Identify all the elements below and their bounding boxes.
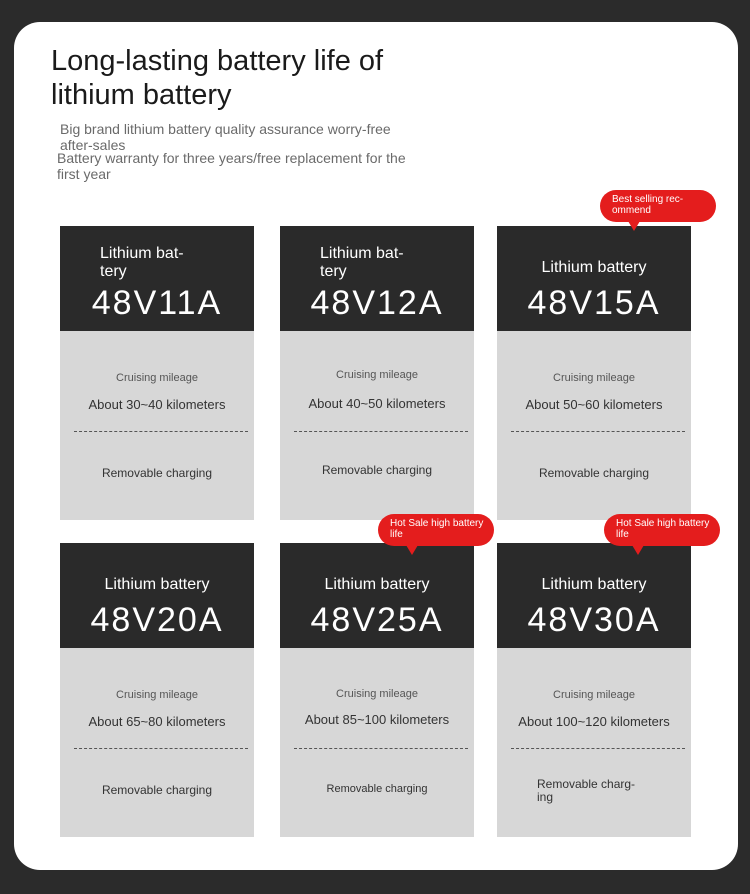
best-selling-badge: Best selling rec- ommend (600, 190, 716, 222)
page-title: Long-lasting battery life of lithium battery (51, 45, 384, 111)
hot-sale-badge-48v25a: Hot Sale high battery life (378, 514, 494, 546)
charging-type: Removable charging (101, 783, 213, 797)
battery-card-48v25a[interactable] (280, 543, 474, 837)
battery-card-48v30a[interactable] (497, 543, 691, 837)
divider (294, 431, 468, 432)
cruising-label: Cruising mileage (336, 369, 418, 381)
card-body (60, 331, 254, 520)
card-label: Lithium bat- tery (320, 245, 404, 280)
cruising-label: Cruising mileage (553, 689, 635, 701)
mileage-range: About 85~100 kilometers (304, 712, 450, 727)
charging-type: Removable charging (538, 466, 650, 480)
card-model: 48V15A (527, 284, 661, 322)
card-body (280, 331, 474, 520)
charging-type: Removable charging (321, 463, 433, 477)
divider (74, 748, 248, 749)
charging-type: Removable charging (326, 783, 428, 795)
card-header (497, 543, 691, 648)
subtitle-warranty: Battery warranty for three years/free replacement for the first year (57, 150, 406, 182)
battery-card-48v20a[interactable] (60, 543, 254, 837)
card-body (60, 648, 254, 837)
card-model: 48V20A (90, 601, 224, 639)
cruising-label: Cruising mileage (336, 688, 418, 700)
card-label: Lithium battery (324, 576, 430, 593)
card-header (60, 226, 254, 331)
cruising-label: Cruising mileage (553, 372, 635, 384)
card-body (497, 331, 691, 520)
card-body (497, 648, 691, 837)
card-header (497, 226, 691, 331)
card-header (280, 226, 474, 331)
card-body (280, 648, 474, 837)
card-label: Lithium bat- tery (100, 245, 184, 280)
card-header (60, 543, 254, 648)
divider (511, 748, 685, 749)
card-model: 48V25A (310, 601, 444, 639)
subtitle-after-sales: Big brand lithium battery quality assurance worry-free after-sales (60, 121, 391, 153)
card-header (280, 543, 474, 648)
divider (74, 431, 248, 432)
charging-type: Removable charg- ing (537, 777, 636, 804)
divider (294, 748, 468, 749)
card-label: Lithium battery (541, 576, 647, 593)
battery-card-48v11a[interactable] (60, 226, 254, 520)
mileage-range: About 30~40 kilometers (88, 397, 226, 412)
divider (511, 431, 685, 432)
mileage-range: About 100~120 kilometers (518, 714, 670, 729)
hot-sale-badge-48v30a: Hot Sale high battery life (604, 514, 720, 546)
battery-card-48v15a[interactable] (497, 226, 691, 520)
cruising-label: Cruising mileage (116, 689, 198, 701)
card-model: 48V30A (527, 601, 661, 639)
mileage-range: About 50~60 kilometers (525, 397, 663, 412)
mileage-range: About 40~50 kilometers (308, 396, 446, 411)
charging-type: Removable charging (101, 466, 213, 480)
cruising-label: Cruising mileage (116, 372, 198, 384)
card-model: 48V11A (91, 284, 223, 322)
card-label: Lithium battery (104, 576, 210, 593)
card-model: 48V12A (310, 284, 444, 322)
mileage-range: About 65~80 kilometers (88, 714, 226, 729)
card-label: Lithium battery (541, 259, 647, 276)
battery-card-48v12a[interactable] (280, 226, 474, 520)
